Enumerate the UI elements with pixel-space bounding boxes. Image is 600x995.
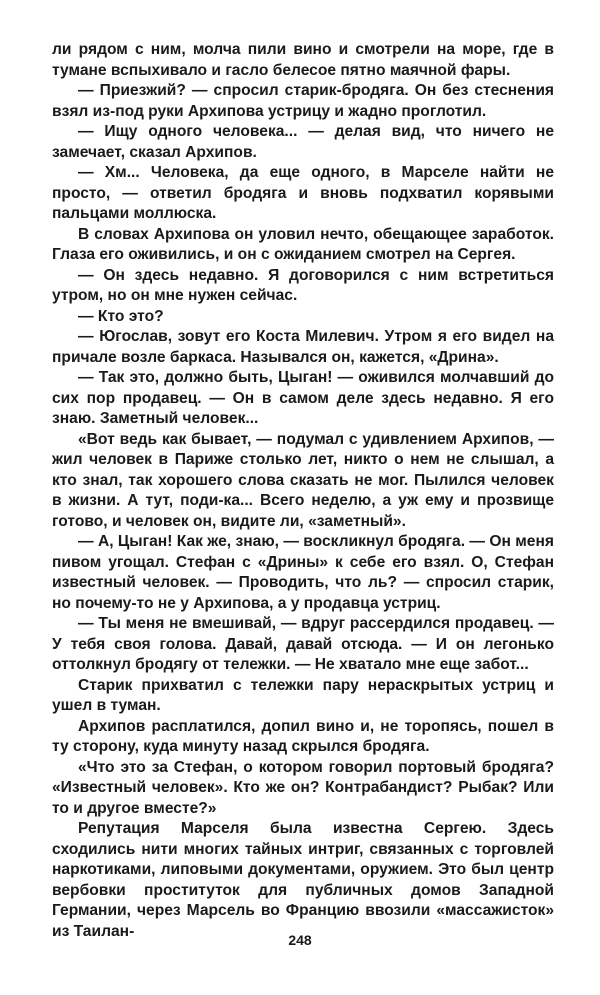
paragraph-14: Архипов расплатился, допил вино и, не торопясь, пошел в ту сторону, куда минуту назад скрылся бродяга. bbox=[52, 717, 554, 755]
paragraph-16: Репутация Марселя была известна Сергею. Здесь сходились нити многих тайных интриг, связанных с торговлей наркотиками, липовыми документами, оружием. Это был центр вербовки проституток для публичных домов Западной Германии, через Марсель во Францию ввозили «массажисток» из Таилан- bbox=[52, 820, 554, 940]
paragraph-12: — Ты меня не вмешивай, — вдруг рассердился продавец. — У тебя своя голова. Давай, давай отсюда. — И он легонько оттолкнул бродягу от тележки. — Не хватало мне еще забот... bbox=[52, 615, 554, 673]
paragraph-9: — Так это, должно быть, Цыган! — оживился молчавший до сих пор продавец. — Он в самом деле здесь недавно. Я его знаю. Заметный человек... bbox=[52, 369, 554, 427]
paragraph-3: — Ищу одного человека... — делая вид, что ничего не замечает, сказал Архипов. bbox=[52, 123, 554, 161]
paragraph-8: — Югослав, зовут его Коста Милевич. Утром я его видел на причале возле баркаса. Назывался он, кажется, «Дрина». bbox=[52, 328, 554, 366]
paragraph-10: «Вот ведь как бывает, — подумал с удивлением Архипов, — жил человек в Париже столько лет, никто о нем не слышал, а кто знал, так хорошего слова сказать не мог. Пылился человек в жизни. А тут, поди-ка... Всего неделю, а уж ему и прозвище готово, и человек он, видите ли, «заметный». bbox=[52, 430, 554, 530]
paragraph-5: В словах Архипова он уловил нечто, обещающее заработок. Глаза его оживились, и он с ожиданием смотрел на Сергея. bbox=[52, 225, 554, 263]
paragraph-2: — Приезжий? — спросил старик-бродяга. Он без стеснения взял из-под руки Архипова устрицу и жадно проглотил. bbox=[52, 82, 554, 120]
paragraph-7: — Кто это? bbox=[78, 307, 164, 325]
paragraph-15: «Что это за Стефан, о котором говорил портовый бродяга? «Известный человек». Кто же он? Контрабандист? Рыбак? Или то и другое вместе?» bbox=[52, 758, 554, 817]
paragraph-13: Старик прихватил с тележки пару нераскрытых устриц и ушел в туман. bbox=[52, 676, 554, 714]
paragraph-1: ли рядом с ним, молча пили вино и смотрели на море, где в тумане вспыхивало и гасло белесое пятно маячной фары. bbox=[52, 41, 554, 79]
page-number: 248 bbox=[288, 932, 312, 948]
paragraph-11: — А, Цыган! Как же, знаю, — воскликнул бродяга. — Он меня пивом угощал. Стефан с «Дрины» к себе его взял. О, Стефан известный человек. — Проводить, что ль? — спросил старик, но почему-то не у Архипова, а у продавца устриц. bbox=[52, 533, 554, 612]
paragraph-4: — Хм... Человека, да еще одного, в Марселе найти не просто, — ответил бродяга и вновь подхватил корявыми пальцами моллюска. bbox=[52, 164, 554, 222]
paragraph-6: — Он здесь недавно. Я договорился с ним встретиться утром, но он мне нужен сейчас. bbox=[52, 266, 554, 304]
